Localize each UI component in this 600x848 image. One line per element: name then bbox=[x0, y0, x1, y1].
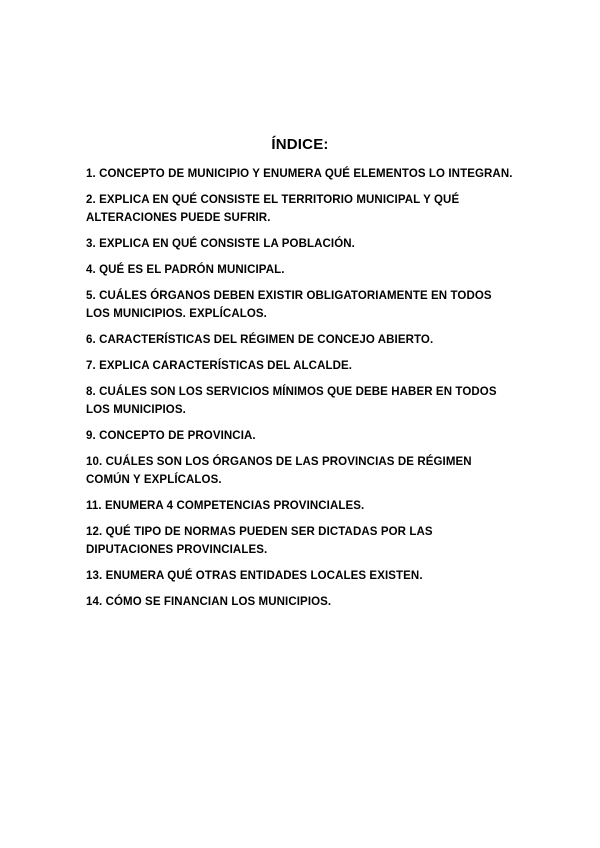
index-item-6: 6. CARACTERÍSTICAS DEL RÉGIMEN DE CONCEJO ABIERTO. bbox=[86, 334, 434, 346]
index-item-10: 10. CUÁLES SON LOS ÓRGANOS DE LAS PROVINCIAS DE RÉGIMEN COMÚN Y EXPLÍCALOS. bbox=[86, 456, 472, 486]
index-item-13: 13. ENUMERA QUÉ OTRAS ENTIDADES LOCALES EXISTEN. bbox=[86, 570, 423, 582]
page-title: ÍNDICE: bbox=[271, 136, 329, 153]
index-item-8: 8. CUÁLES SON LOS SERVICIOS MÍNIMOS QUE DEBE HABER EN TODOS LOS MUNICIPIOS. bbox=[86, 386, 497, 416]
index-item-9: 9. CONCEPTO DE PROVINCIA. bbox=[86, 430, 256, 442]
index-item-2: 2. EXPLICA EN QUÉ CONSISTE EL TERRITORIO MUNICIPAL Y QUÉ ALTERACIONES PUEDE SUFRIR. bbox=[86, 194, 460, 224]
index-item-4: 4. QUÉ ES EL PADRÓN MUNICIPAL. bbox=[86, 264, 285, 276]
index-item-1: 1. CONCEPTO DE MUNICIPIO Y ENUMERA QUÉ ELEMENTOS LO INTEGRAN. bbox=[86, 168, 513, 180]
index-item-14: 14. CÓMO SE FINANCIAN LOS MUNICIPIOS. bbox=[86, 596, 332, 608]
index-item-12: 12. QUÉ TIPO DE NORMAS PUEDEN SER DICTADAS POR LAS DIPUTACIONES PROVINCIALES. bbox=[86, 526, 433, 556]
index-item-7: 7. EXPLICA CARACTERÍSTICAS DEL ALCALDE. bbox=[86, 360, 353, 372]
index-list bbox=[86, 165, 514, 619]
index-item-3: 3. EXPLICA EN QUÉ CONSISTE LA POBLACIÓN. bbox=[86, 238, 355, 250]
index-item-11: 11. ENUMERA 4 COMPETENCIAS PROVINCIALES. bbox=[86, 500, 365, 512]
index-item-5: 5. CUÁLES ÓRGANOS DEBEN EXISTIR OBLIGATORIAMENTE EN TODOS LOS MUNICIPIOS. EXPLÍCALOS. bbox=[86, 290, 492, 320]
